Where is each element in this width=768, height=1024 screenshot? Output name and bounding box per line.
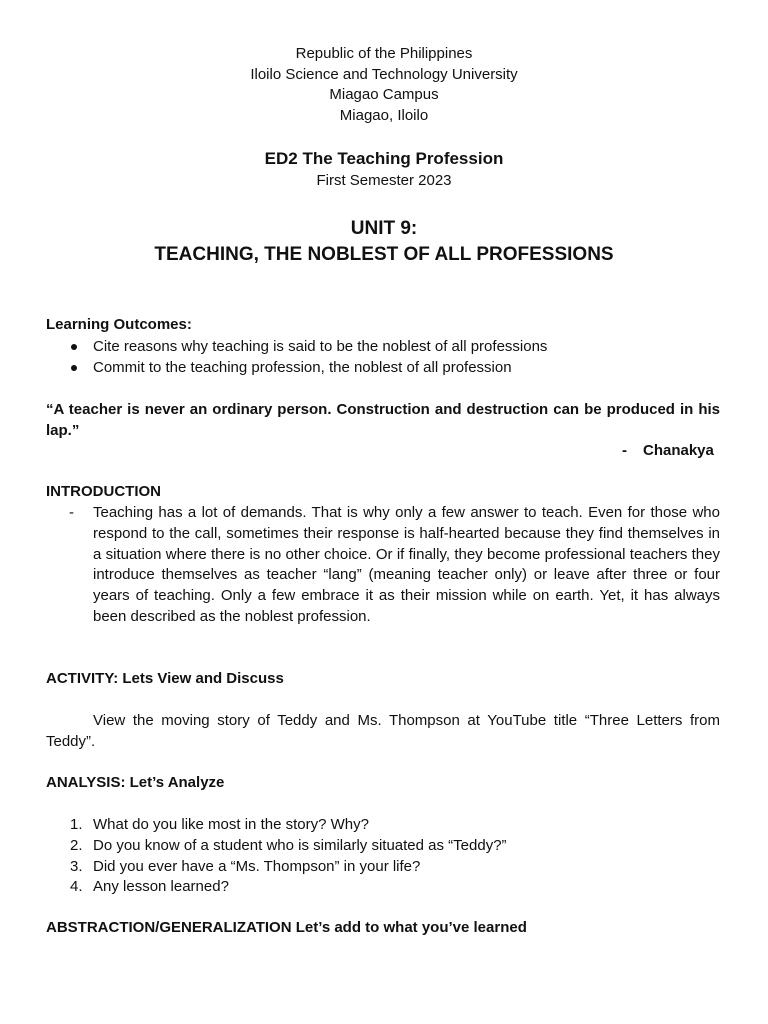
- institution-header: [0, 44, 768, 126]
- item-text: Did you ever have a “Ms. Thompson” in your life?: [93, 857, 421, 875]
- quote-author: Chanakya: [643, 442, 714, 459]
- attribution-dash: -: [622, 442, 627, 459]
- course-title: ED2 The Teaching Profession: [264, 149, 504, 168]
- introduction-block: [46, 503, 720, 628]
- list-item: [46, 815, 726, 836]
- unit-heading: [0, 216, 768, 268]
- item-text: What do you like most in the story? Why?: [93, 816, 369, 833]
- list-item: Commit to the teaching profession, the noblest of all profession: [46, 357, 726, 378]
- header-line-university: Iloilo Science and Technology University: [250, 65, 518, 83]
- quote-attribution: [622, 441, 722, 462]
- learning-outcomes-list: [46, 336, 726, 378]
- unit-number: UNIT 9:: [350, 218, 418, 239]
- list-item: Cite reasons why teaching is said to be the noblest of all professions: [46, 336, 726, 357]
- item-text: Any lesson learned?: [93, 878, 229, 896]
- header-line-location: Miagao, Iloilo: [339, 106, 429, 124]
- item-text: Do you know of a student who is similarly situated as “Teddy?”: [93, 836, 507, 854]
- introduction-heading: INTRODUCTION: [46, 483, 161, 500]
- learning-outcomes-heading: Learning Outcomes:: [46, 316, 192, 333]
- header-line-campus: Miagao Campus: [329, 86, 439, 104]
- activity-paragraph: View the moving story of Teddy and Ms. Thompson at YouTube title “Three Letters from Teddy”.: [46, 712, 720, 750]
- analysis-questions-list: [46, 815, 726, 898]
- list-item: [46, 877, 726, 898]
- analysis-heading: ANALYSIS: Let’s Analyze: [46, 774, 225, 791]
- header-line-republic: Republic of the Philippines: [295, 45, 473, 62]
- item-number: 4.: [70, 878, 83, 896]
- list-item: [46, 857, 726, 878]
- item-number: 1.: [70, 816, 83, 833]
- item-number: 2.: [70, 836, 83, 854]
- introduction-paragraph: Teaching has a lot of demands. That is why only a few answer to teach. Even for those who respond to the call, sometimes their response is half-hearted because they find themselves in a situation where there is no other choice. Or if finally, they become professional teachers they introduce themselves as teacher “lang” (meaning teacher only) or leave after three or four years of teaching. Only a few embrace it as their mission while on earth. Yet, it has always been described as the noblest profession.: [93, 504, 720, 625]
- unit-title: TEACHING, THE NOBLEST OF ALL PROFESSIONS: [154, 244, 614, 265]
- semester-label: First Semester 2023: [316, 172, 452, 189]
- quote-text: “A teacher is never an ordinary person. Construction and destruction can be produced in his lap.”: [46, 401, 720, 439]
- list-item: [46, 836, 726, 857]
- activity-heading: ACTIVITY: Lets View and Discuss: [46, 670, 284, 687]
- introduction-dash: -: [69, 504, 74, 521]
- abstraction-heading: ABSTRACTION/GENERALIZATION Let’s add to what you’ve learned: [46, 919, 527, 936]
- item-number: 3.: [70, 857, 83, 875]
